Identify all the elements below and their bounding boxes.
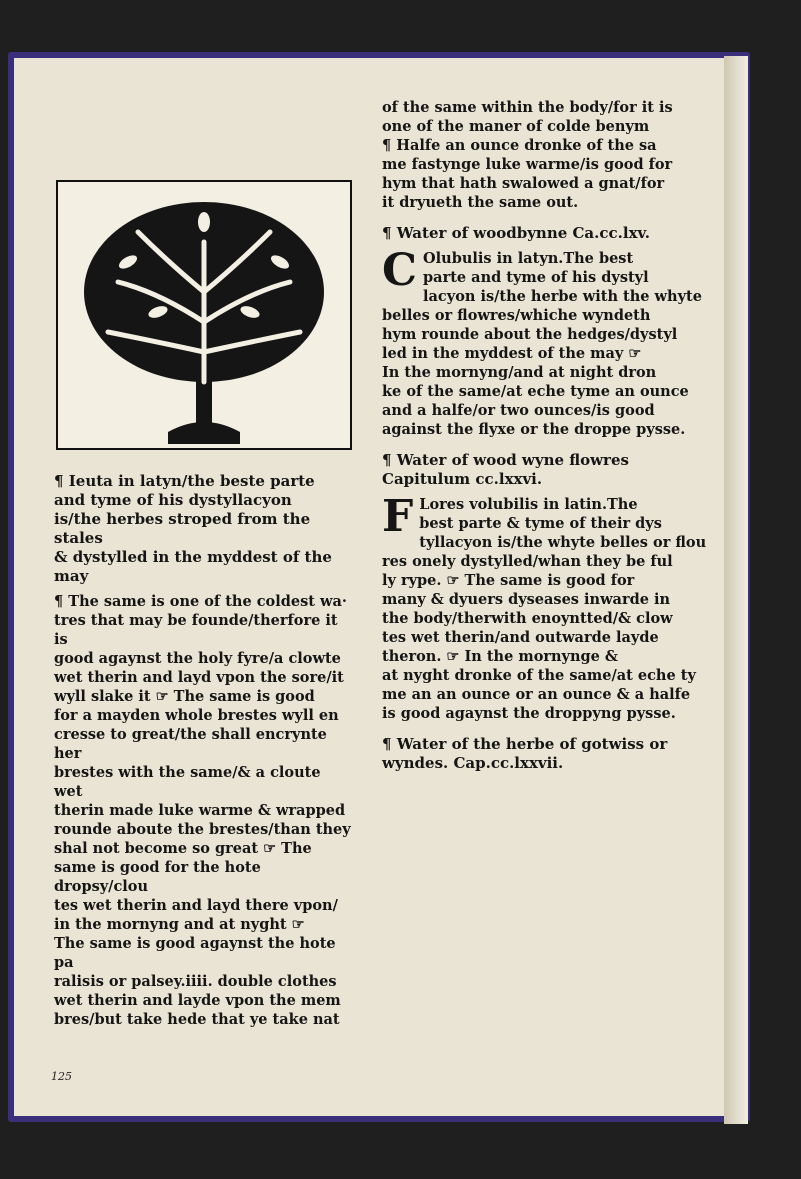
dropcap: F — [382, 491, 414, 542]
right-intro: of the same within the body/for it is one of the maner of colde benym ¶ Halfe an ounce dronke of the sa me fastynge luke warme/is good for hym that hath swalowed a gnat/for it dryueth the same out. — [382, 99, 673, 211]
left-paragraph: ¶ The same is one of the coldest wa· tres that may be founde/therfore it is good agaynst the holy fyre/a clowte wet therin and layd vpon the sore/it wyll slake it ☞ The same is good for a mayden whole brestes wyll en cresse to great/the shall encrynte her brestes with the same/& a cloute wet therin made luke warme & wrapped rounde aboute the brestes/than they shal not become so great ☞ The same is good for the hote dropsy/clou tes wet therin and layd there vpon/ in the mornyng and at nyght ☞ The same is good agaynst the hote pa ralisis or palsey.iiii. double clothes wet therin and layde vpon the mem bres/but take hede that ye take nat — [54, 593, 351, 1028]
woodcut-caption: ¶ Ieuta in latyn/the beste parte and tyme of his dystyllacyon is/the herbes stroped from the stales & dystylled in the myddest of the may — [54, 472, 332, 585]
dropcap: C — [382, 245, 418, 296]
woodcut-illustration — [56, 180, 352, 450]
section-woodbynne — [382, 224, 722, 439]
section-heading: ¶ Water of the herbe of gotwiss or wyndes. Cap.cc.lxxvii. — [382, 735, 668, 772]
book-page — [8, 52, 750, 1122]
page-edge — [724, 56, 748, 1124]
section-gotwiss — [382, 735, 722, 773]
section-text: Lores volubilis in latin.The best parte & tyme of their dys tyllacyon is/the whyte belles or flou res onely dystylled/whan they be ful ly rype. ☞ The same is good for many & dyuers dyseases inwarde in the body/therwith enoyntted/& clow tes wet therin/and outwarde layde theron. ☞ In the mornynge & at nyght dronke of the same/at eche ty me an an ounce or an ounce & a halfe is good agaynst the droppyng pysse. — [382, 496, 707, 722]
plant-woodcut-icon — [58, 182, 350, 448]
left-column — [54, 460, 354, 1037]
section-text: Olubulis in latyn.The best parte and tyme of his dystyl lacyon is/the herbe with the whyte belles or flowres/whiche wyndeth hym rounde about the hedges/dystyl led in the myddest of the may ☞ In the mornyng/and at night dron ke of the same/at eche tyme an ounce and a halfe/or two ounces/is good against the flyxe or the droppe pysse. — [382, 250, 702, 438]
section-heading: ¶ Water of woodbynne Ca.cc.lxv. — [382, 224, 650, 242]
folio-number: 125 — [51, 1070, 72, 1083]
section-wood-wyne — [382, 451, 722, 723]
right-column — [382, 98, 722, 779]
section-heading: ¶ Water of wood wyne flowres Capitulum cc.lxxvi. — [382, 451, 629, 488]
